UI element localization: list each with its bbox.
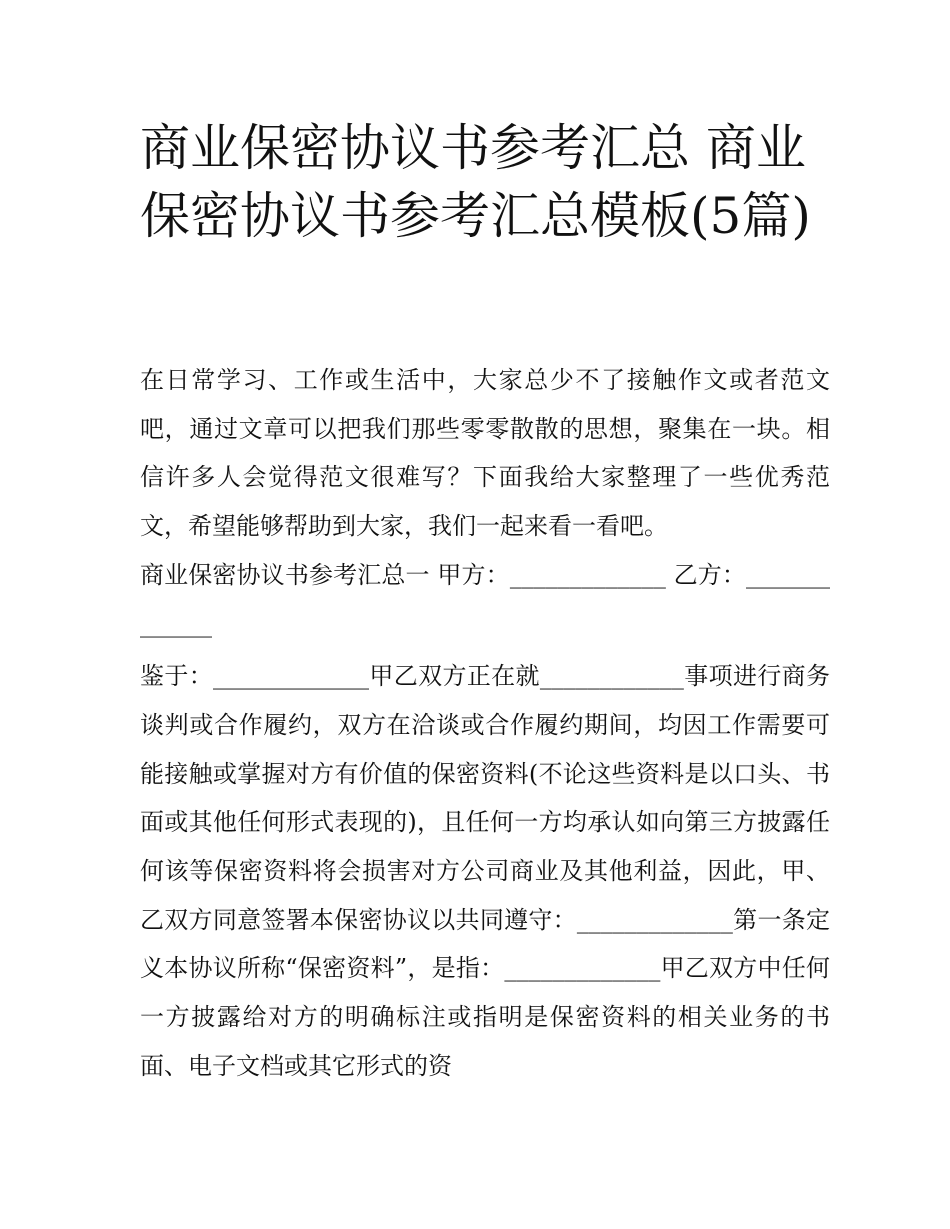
intro-paragraph: 在日常学习、工作或生活中，大家总少不了接触作文或者范文吧，通过文章可以把我们那些零零散散的思想，聚集在一块。相信许多人会觉得范文很难写？下面我给大家整理了一些优秀范文，希望能够帮助到大家，我们一起来看一看吧。 <box>140 366 830 541</box>
agreement-paragraph: 鉴于：_____________甲乙双方正在就____________事项进行商务谈判或合作履约，双方在洽谈或合作履约期间，均因工作需要可能接触或掌握对方有价值的保密资料(不论这些资料是以口头、书面或其他任何形式表现的)，且任何一方均承认如向第三方披露任何该等保密资料将会损害对方公司商业及其他利益，因此，甲、乙双方同意签署本保密协议以共同遵守：_____________第一条定义本协议所称“保密资料”，是指：_____________甲乙双方中任何一方披露给对方的明确标注或指明是保密资料的相关业务的书面、电子文档或其它形式的资 <box>140 662 830 1080</box>
parties-paragraph: 商业保密协议书参考汇总一 甲方：_____________ 乙方：_____________ <box>140 560 830 638</box>
document-body <box>140 356 830 1091</box>
document-title: 商业保密协议书参考汇总 商业保密协议书参考汇总模板(5篇) <box>140 119 811 245</box>
